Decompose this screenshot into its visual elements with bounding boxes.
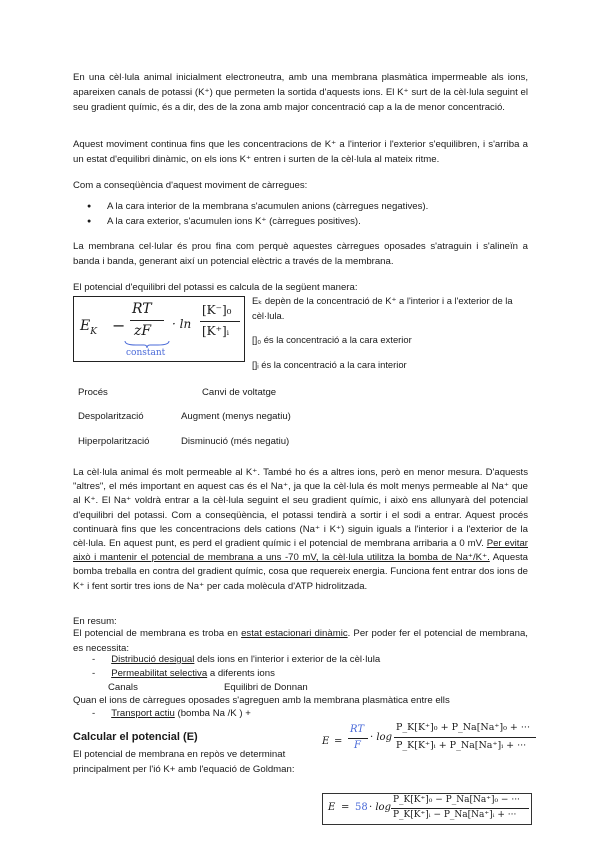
list-item: ● A la cara interior de la membrana s'acumulen anions (càrregues negatives).: [73, 200, 428, 215]
permeability-paragraph: La cèl·lula animal és molt permeable al K⁺. També ho és a altres ions, però en menor mesura. D'aquests "altres", el més important en aquest cas és el Na⁺, ja que la cèl·lula és molt menys permeable al Na⁺ que al K⁺. El Na⁺ voldrà entrar a la cèl·lula seguint el seu gradient químic, i això ens allunyarà del potencial d'equilibri del potassi. Com a conseqüència, el potassi tendirà a sortir i el sodi a entrar. Aquest procés continuarà fins que les concentracions dels cations (Na⁺ i K⁺) siguin iguals a l'interior i a l'exterior de la cèl·lula. En aquest punt, es perd el gradient químic i el potencial de membrana arribaria a 0 mV. Per evitar això i mantenir el potencial de membrana a uns -70 mV, la cèl·lula utilitza la bomba de Na⁺/K⁺. Aquesta bomba treballa en contra del gradient químic, cosa que requereix energia. Funciona fent entrar dos ions de K⁺ i fent sortir tres ions de Na⁺ per cada molècula d'ATP hidrolitzada.: [73, 467, 528, 592]
charge-bullet-list: [73, 200, 428, 229]
table-header-process: Procés: [78, 387, 108, 398]
fraction-line: [130, 320, 164, 321]
constant-label: constant: [126, 348, 166, 358]
table-cell: Hiperpolarització: [78, 436, 150, 447]
summary-item-permeability: - Permeabilitat selectiva a diferents ions: [92, 668, 275, 679]
formula-minus: −: [112, 316, 126, 335]
annotation-interior: []ᵢ és la concentració a la cara interior: [252, 359, 407, 370]
table-cell: Disminució (més negatiu): [181, 436, 290, 447]
potassium-intro: El potencial d'equilibri del potassi es calcula de la següent manera:: [73, 282, 358, 293]
goldman-rt: RT: [350, 724, 365, 735]
intro-paragraph: En una cèl·lula animal inicialment electroneutra, amb una membrana plasmàtica impermeable als ions, apareixen canals de potassi (K⁺) que permeten la sortida d'aquests ions. El K⁺ surt de la cèl·lula seguint el seu gradient químic, és a dir, des de la zona amb major concentració cap a la de menor concentració.: [73, 72, 528, 113]
formula-rt: RT: [132, 301, 152, 317]
brace-icon: [124, 340, 170, 348]
goldman2-log: · log: [369, 802, 391, 813]
annotation-ek: Eₖ depèn de la concentració de K⁺ a l'interior i a l'exterior de la cèl·lula.: [252, 295, 513, 321]
summary-paragraph: El potencial de membrana es troba en estat estacionari dinàmic. Per poder fer el potencial de membrana, es necessita:: [73, 628, 528, 654]
fraction-line: [348, 738, 368, 739]
goldman2-denominator: P_K[K⁺]ᵢ − P_Na[Na⁺]ᵢ + ···: [393, 810, 517, 820]
pump-sentence: Per evitar això i mantenir el potencial de membrana a uns -70 mV, la cèl·lula utilitza la bomba de Na⁺/K⁺.: [73, 538, 528, 564]
section-heading: Calcular el potencial (E): [73, 731, 198, 743]
summary-line-b: Quan el ions de càrregues oposades s'agreguen amb la membrana plasmàtica entre ells: [73, 695, 450, 706]
canals-label: Canals: [108, 682, 138, 693]
consequence-text: Com a conseqüència d'aquest moviment de càrregues:: [73, 180, 308, 191]
table-cell: Augment (menys negatiu): [181, 411, 291, 422]
membrane-paragraph: La membrana cel·lular és prou fina com perquè aquestes càrregues oposades s'atraguin i s'alineïn a banda i banda, generant així un potencial elèctric a través de la membrana.: [73, 241, 528, 267]
fraction-line: [200, 321, 240, 322]
summary-label: En resum:: [73, 616, 117, 627]
goldman-numerator: P_K[K⁺]₀ + P_Na[Na⁺]₀ + ···: [396, 722, 530, 733]
goldman-simplified-equation: [322, 793, 532, 825]
table-header-voltage: Canvi de voltatge: [202, 387, 277, 398]
formula-ln: · ln: [172, 317, 192, 331]
goldman2-e: E: [328, 802, 336, 813]
summary-item-transport: - Transport actiu (bomba Na /K ) +: [92, 708, 251, 719]
goldman-e: E: [322, 736, 330, 747]
goldman-text: El potencial de membrana en repòs ve determinat principalment per l'ió K+ amb l'equació de Goldman:: [73, 749, 295, 775]
goldman-log: · log: [370, 732, 392, 743]
nernst-formula: [73, 296, 245, 362]
summary-item-distribution: - Distribució desigual dels ions en l'interior i exterior de la cèl·lula: [92, 654, 381, 665]
goldman2-coefficient: 58: [355, 802, 368, 813]
fraction-line: [394, 737, 536, 738]
fraction-line: [391, 808, 529, 809]
formula-lhs: $E_K$: [80, 318, 97, 337]
formula-numerator: [K⁻]₀: [202, 303, 232, 317]
formula-zf: zF: [134, 323, 152, 339]
goldman-denominator: P_K[K⁺]ᵢ + P_Na[Na⁺]ᵢ + ···: [396, 740, 527, 751]
equilibrium-paragraph: Aquest moviment continua fins que les concentracions de K⁺ a l'interior i l'exterior s'equilibren, i s'arriba a un estat d'equilibri dinàmic, on els ions K⁺ entren i surten de la cèl·lula al mateix ritme.: [73, 139, 528, 165]
goldman2-numerator: P_K[K⁺]₀ − P_Na[Na⁺]₀ − ···: [393, 795, 520, 805]
goldman2-equals: =: [341, 802, 350, 813]
donnan-label: Equilibri de Donnan: [224, 682, 308, 693]
goldman-equals: =: [334, 736, 343, 747]
list-item: ● A la cara exterior, s'acumulen ions K⁺ (càrregues positives).: [73, 215, 428, 230]
formula-denominator: [K⁺]ᵢ: [202, 324, 230, 338]
table-cell: Despolarització: [78, 411, 144, 422]
annotation-exterior: []₀ és la concentració a la cara exterior: [252, 334, 412, 345]
goldman-f: F: [354, 740, 361, 751]
